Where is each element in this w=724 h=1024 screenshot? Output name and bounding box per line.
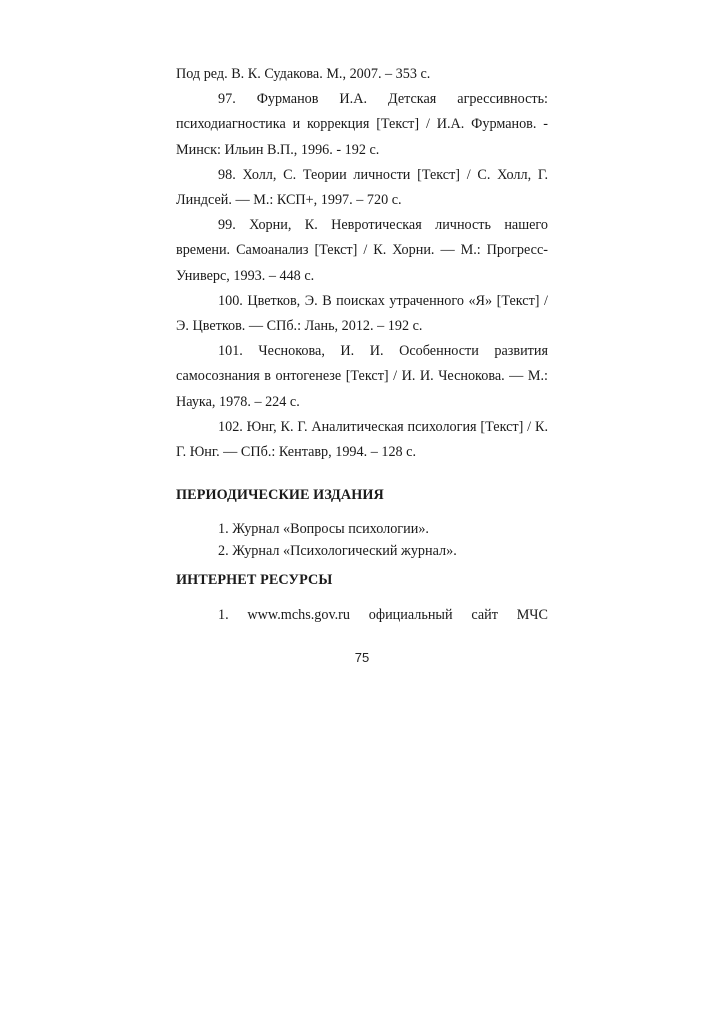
reference-item-97: 97. Фурманов И.А. Детская агрессивность: психодиагностика и коррекция [Текст] / И.А. Фурманов. - Минск: Ильин В.П., 1996. - 192 с.	[176, 91, 548, 158]
internet-resource-word: МЧС	[516, 607, 548, 623]
internet-resource-item	[218, 603, 548, 628]
page-number: 75	[354, 650, 370, 665]
periodicals-list	[218, 518, 457, 562]
internet-resource-word: сайт	[471, 607, 498, 623]
reference-item-99: 99. Хорни, К. Невротическая личность нашего времени. Самоанализ [Текст] / К. Хорни. — М.: Прогресс-Универс, 1993. – 448 с.	[176, 217, 548, 284]
periodical-item: 2. Журнал «Психологический журнал».	[218, 543, 457, 559]
internet-resource-url: www.mchs.gov.ru	[247, 607, 351, 623]
internet-resources-heading: ИНТЕРНЕТ РЕСУРСЫ	[176, 572, 333, 588]
reference-item-102: 102. Юнг, К. Г. Аналитическая психология [Текст] / К. Г. Юнг. — СПб.: Кентавр, 1994. – 128 с.	[176, 418, 548, 461]
reference-item-98: 98. Холл, С. Теории личности [Текст] / С. Холл, Г. Линдсей. — М.: КСП+, 1997. – 720 с.	[176, 166, 548, 209]
reference-item-100: 100. Цветков, Э. В поисках утраченного «Я» [Текст] / Э. Цветков. — СПб.: Лань, 2012. – 192 с.	[176, 292, 548, 335]
reference-item-101: 101. Чеснокова, И. И. Особенности развития самосознания в онтогенезе [Текст] / И. И. Чеснокова. — М.: Наука, 1978. – 224 с.	[176, 343, 548, 410]
internet-resource-word: официальный	[368, 607, 453, 623]
references-list	[176, 62, 548, 465]
periodical-item: 1. Журнал «Вопросы психологии».	[218, 521, 429, 537]
internet-resource-number: 1.	[218, 607, 229, 623]
periodicals-heading: ПЕРИОДИЧЕСКИЕ ИЗДАНИЯ	[176, 487, 384, 503]
reference-continuation: Под ред. В. К. Судакова. М., 2007. – 353 с.	[176, 66, 431, 82]
